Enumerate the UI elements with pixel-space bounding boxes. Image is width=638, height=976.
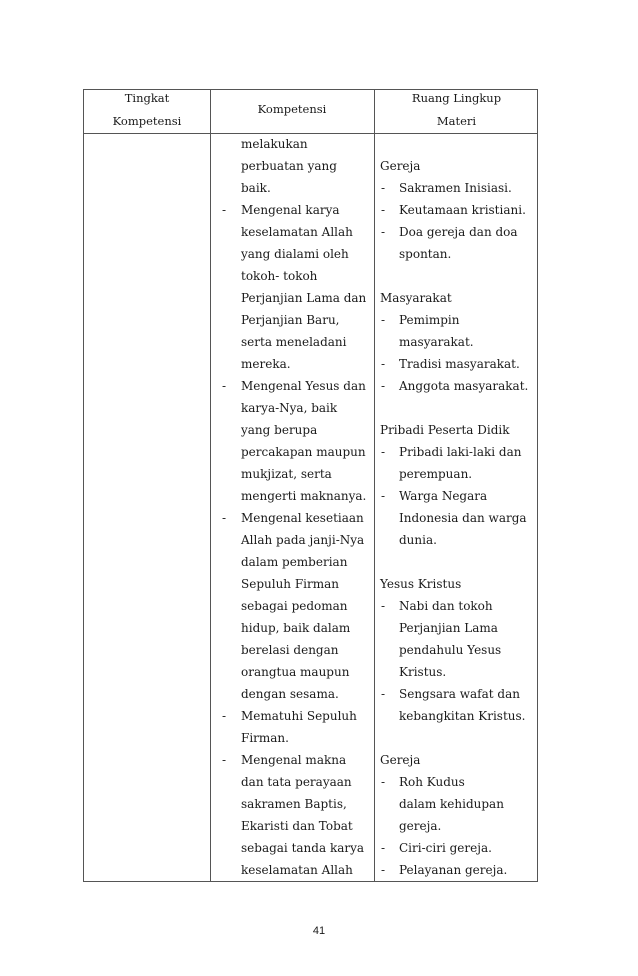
kompetensi-line: berelasi dengan — [241, 643, 339, 657]
kompetensi-line: sebagai pedoman — [241, 599, 348, 613]
bullet-marker: - — [381, 357, 386, 371]
bullet-marker: - — [222, 203, 227, 217]
materi-line: Indonesia dan warga — [399, 511, 527, 525]
materi-line: spontan. — [399, 247, 452, 261]
materi-line: Anggota masyarakat. — [399, 379, 529, 393]
kompetensi-line: Perjanjian Lama dan — [241, 291, 367, 305]
kompetensi-line: perbuatan yang — [241, 159, 337, 173]
bullet-marker: - — [381, 775, 386, 789]
column-divider — [210, 90, 211, 881]
kompetensi-line: sebagai tanda karya — [241, 841, 365, 855]
materi-line: kebangkitan Kristus. — [399, 709, 526, 723]
kompetensi-line: yang dialami oleh — [241, 247, 349, 261]
kompetensi-line: serta meneladani — [241, 335, 347, 349]
kompetensi-line: sakramen Baptis, — [241, 797, 347, 811]
kompetensi-line: Mengenal kesetiaan — [241, 511, 364, 525]
kompetensi-line: yang berupa — [241, 423, 318, 437]
bullet-marker: - — [381, 379, 386, 393]
kompetensi-line: Mematuhi Sepuluh — [241, 709, 357, 723]
header-tingkat-line1: Tingkat — [124, 91, 170, 105]
bullet-marker: - — [381, 445, 386, 459]
kompetensi-line: Mengenal karya — [241, 203, 340, 217]
bullet-marker: - — [381, 687, 386, 701]
kompetensi-line: karya-Nya, baik — [241, 401, 338, 415]
kompetensi-line: Sepuluh Firman — [241, 577, 340, 591]
kompetensi-line: Mengenal Yesus dan — [241, 379, 366, 393]
materi-heading: Gereja — [380, 753, 421, 767]
materi-line: dalam kehidupan — [399, 797, 504, 811]
kompetensi-line: keselamatan Allah — [241, 863, 353, 877]
page-number: 41 — [312, 925, 326, 937]
kompetensi-line: percakapan maupun — [241, 445, 366, 459]
column-divider — [374, 90, 375, 881]
materi-line: Kristus. — [399, 665, 447, 679]
materi-line: gereja. — [399, 819, 442, 833]
materi-line: Perjanjian Lama — [399, 621, 498, 635]
bullet-marker: - — [381, 489, 386, 503]
kompetensi-line: Mengenal makna — [241, 753, 347, 767]
materi-line: Warga Negara — [399, 489, 488, 503]
materi-heading: Gereja — [380, 159, 421, 173]
bullet-marker: - — [381, 863, 386, 877]
materi-heading: Yesus Kristus — [380, 577, 462, 591]
kompetensi-line: Ekaristi dan Tobat — [241, 819, 353, 833]
materi-heading: Masyarakat — [380, 291, 452, 305]
kompetensi-line: dan tata perayaan — [241, 775, 352, 789]
header-kompetensi: Kompetensi — [257, 102, 327, 116]
kompetensi-line: dalam pemberian — [241, 555, 348, 569]
header-tingkat-line2: Kompetensi — [112, 114, 182, 128]
materi-line: masyarakat. — [399, 335, 474, 349]
bullet-marker: - — [381, 841, 386, 855]
materi-line: Pelayanan gereja. — [399, 863, 508, 877]
competency-table — [83, 89, 538, 882]
materi-heading: Pribadi Peserta Didik — [380, 423, 510, 437]
bullet-marker: - — [381, 181, 386, 195]
materi-line: Nabi dan tokoh — [399, 599, 493, 613]
bullet-marker: - — [381, 203, 386, 217]
kompetensi-line: orangtua maupun — [241, 665, 350, 679]
header-ruang-lingkup-line2: Materi — [436, 114, 477, 128]
kompetensi-line: keselamatan Allah — [241, 225, 353, 239]
kompetensi-line: hidup, baik dalam — [241, 621, 351, 635]
bullet-marker: - — [222, 709, 227, 723]
kompetensi-line: melakukan — [241, 137, 308, 151]
materi-line: Roh Kudus — [399, 775, 465, 789]
bullet-marker: - — [222, 511, 227, 525]
kompetensi-line: dengan sesama. — [241, 687, 339, 701]
materi-line: Sengsara wafat dan — [399, 687, 520, 701]
bullet-marker: - — [381, 599, 386, 613]
kompetensi-line: Perjanjian Baru, — [241, 313, 340, 327]
bullet-marker: - — [222, 379, 227, 393]
materi-line: Doa gereja dan doa — [399, 225, 518, 239]
materi-line: Sakramen Inisiasi. — [399, 181, 512, 195]
materi-line: Pribadi laki-laki dan — [399, 445, 522, 459]
materi-line: Pemimpin — [399, 313, 460, 327]
materi-line: Keutamaan kristiani. — [399, 203, 526, 217]
materi-line: Tradisi masyarakat. — [399, 357, 520, 371]
kompetensi-line: mengerti maknanya. — [241, 489, 367, 503]
kompetensi-line: mukjizat, serta — [241, 467, 332, 481]
header-divider — [84, 133, 537, 134]
kompetensi-line: baik. — [241, 181, 271, 195]
materi-line: pendahulu Yesus — [399, 643, 502, 657]
bullet-marker: - — [381, 313, 386, 327]
materi-line: perempuan. — [399, 467, 473, 481]
materi-line: Ciri-ciri gereja. — [399, 841, 492, 855]
kompetensi-line: tokoh- tokoh — [241, 269, 318, 283]
bullet-marker: - — [222, 753, 227, 767]
header-ruang-lingkup-line1: Ruang Lingkup — [411, 91, 502, 105]
kompetensi-line: Firman. — [241, 731, 289, 745]
kompetensi-line: mereka. — [241, 357, 291, 371]
bullet-marker: - — [381, 225, 386, 239]
materi-line: dunia. — [399, 533, 437, 547]
kompetensi-line: Allah pada janji-Nya — [241, 533, 365, 547]
